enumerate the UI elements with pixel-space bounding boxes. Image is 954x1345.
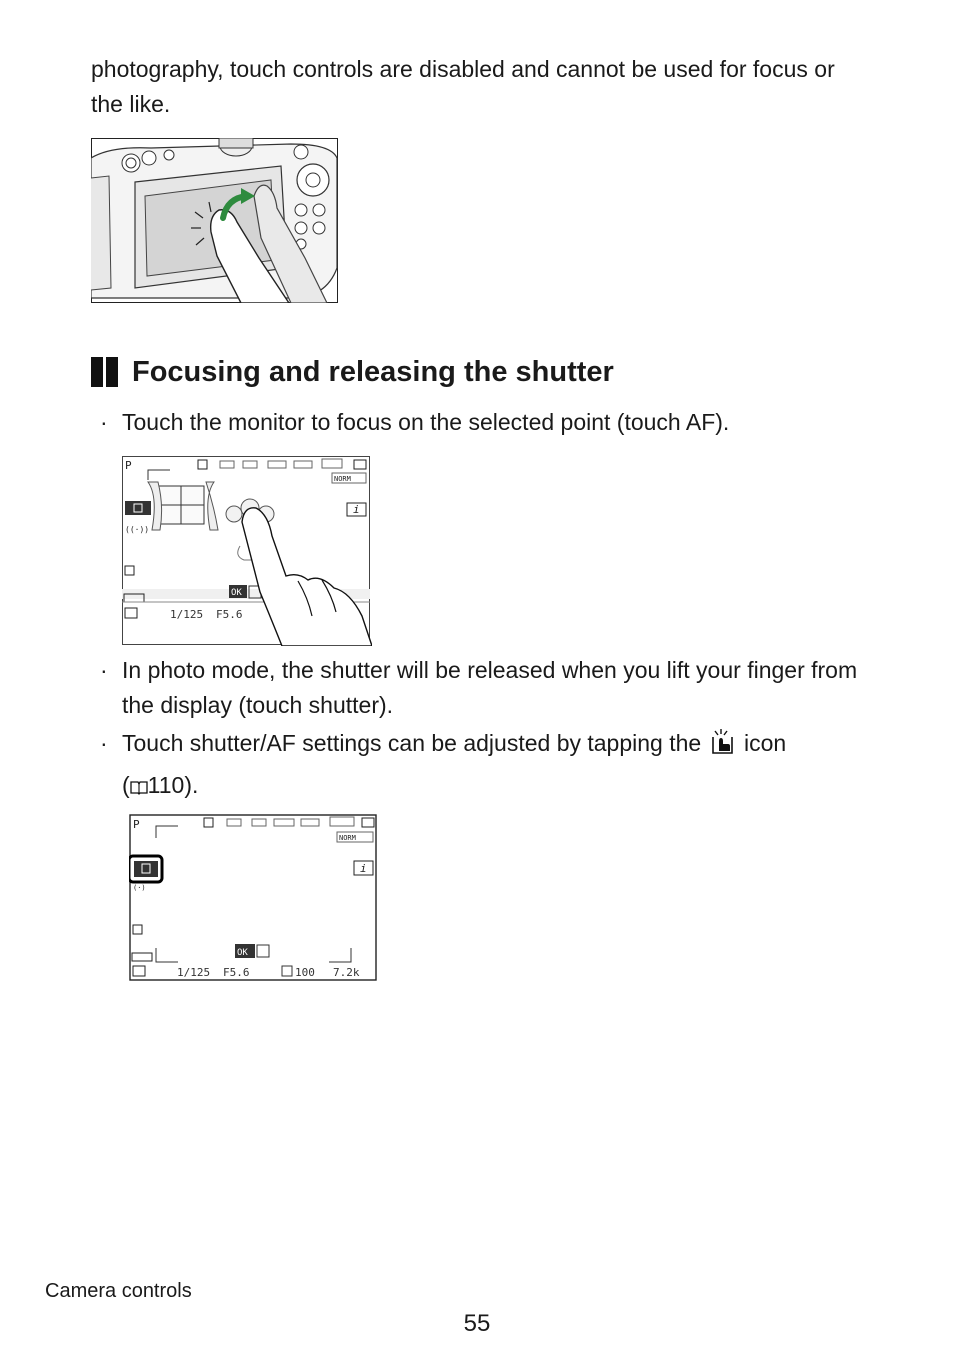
section-heading: [91, 352, 614, 392]
bullet-marker: ·: [100, 730, 108, 756]
svg-text:(·): (·): [133, 884, 146, 892]
ref-close: ).: [184, 772, 199, 798]
bullet-marker: ·: [100, 409, 108, 435]
camera-touch-illustration: [91, 138, 338, 303]
bullet-text: In photo mode, the shutter will be released when you lift your finger from the display (touch shutter).: [122, 657, 858, 718]
book-icon: [130, 768, 148, 806]
bullet-marker: ·: [100, 657, 108, 683]
touch-af-screen-illustration: [122, 456, 372, 646]
aperture: F5.6: [216, 608, 243, 621]
bullet-touch-settings: [100, 724, 860, 806]
shots-remaining: 7.2k: [333, 966, 360, 979]
ok-label: OK: [237, 948, 248, 958]
bullet-text-after-icon: icon: [743, 730, 787, 756]
mode-indicator: P: [125, 459, 132, 472]
ref-open: (: [122, 772, 130, 798]
shutter-speed: 1/125: [177, 966, 211, 979]
bullet-touch-af: [100, 405, 860, 440]
footer-section-title: Camera controls: [45, 1280, 192, 1302]
svg-text:((·)): ((·)): [125, 525, 150, 534]
info-label: i: [353, 503, 360, 516]
touch-shutter-icon: [710, 727, 736, 766]
section-heading-title: Focusing and releasing the shutter: [132, 355, 614, 388]
page-reference-link[interactable]: 110: [147, 772, 185, 798]
info-label: i: [360, 862, 367, 875]
bullet-text-before-icon: Touch shutter/AF settings can be adjusted by tapping the: [122, 730, 702, 756]
aperture: F5.6: [223, 966, 250, 979]
page-number: 55: [463, 1310, 491, 1337]
iso-value: 100: [295, 966, 315, 979]
shutter-speed: 1/125: [170, 608, 204, 621]
bullet-text: Touch the monitor to focus on the selected point (touch AF).: [122, 409, 730, 435]
bullet-touch-shutter: [100, 653, 860, 723]
quality-label: NORM: [334, 475, 351, 483]
mode-indicator: P: [133, 818, 140, 831]
ok-label: OK: [231, 588, 242, 598]
monitor-screen-illustration: [129, 814, 379, 984]
intro-paragraph: photography, touch controls are disabled and cannot be used for focus or the like.: [91, 56, 835, 117]
heading-marker-icon: [91, 357, 118, 387]
quality-label: NORM: [339, 834, 356, 842]
